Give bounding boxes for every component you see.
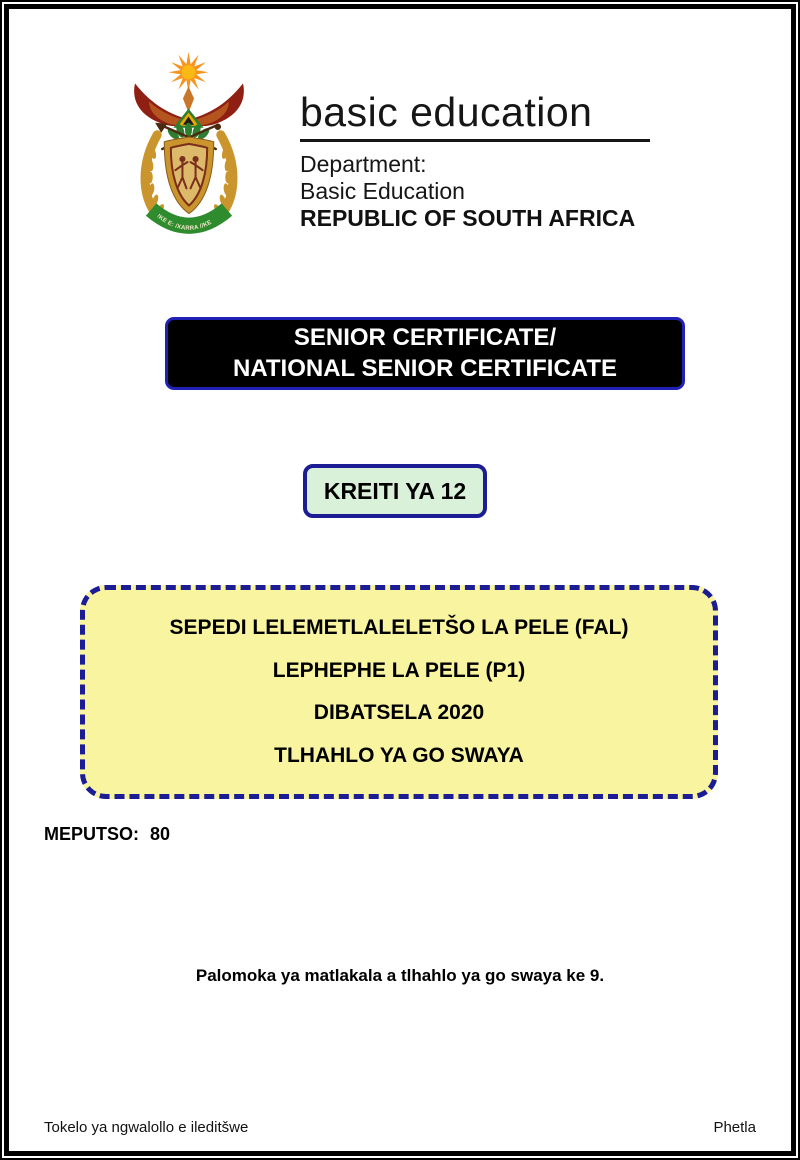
paper-number: LEPHEPHE LA PELE (P1) bbox=[272, 658, 526, 682]
grade-box bbox=[303, 464, 487, 518]
certificate-banner-line1: SENIOR CERTIFICATE/ bbox=[293, 323, 557, 351]
brand-title: basic education bbox=[300, 89, 593, 135]
exam-session: DIBATSELA 2020 bbox=[313, 701, 485, 725]
country-name: REPUBLIC OF SOUTH AFRICA bbox=[300, 205, 636, 232]
motto-text: !KE E: /XARRA //KE bbox=[155, 213, 213, 232]
header bbox=[300, 90, 656, 232]
document-type: TLHAHLO YA GO SWAYA bbox=[274, 743, 524, 767]
subject-box bbox=[80, 585, 718, 799]
copyright-note: Tokelo ya ngwalollo e ileditšwe bbox=[44, 1119, 249, 1136]
certificate-banner bbox=[165, 317, 685, 390]
certificate-banner-line2: NATIONAL SENIOR CERTIFICATE bbox=[233, 354, 617, 382]
footer bbox=[44, 1119, 756, 1136]
coat-of-arms-icon bbox=[125, 52, 253, 252]
coat-of-arms-logo bbox=[125, 52, 253, 252]
pages-note: Palomoka ya matlakala a tlhahlo ya go swaya ke 9. bbox=[195, 966, 605, 985]
marks-label: MEPUTSO: bbox=[44, 824, 140, 844]
grade-label: KREITI YA 12 bbox=[323, 477, 467, 504]
department-name: Basic Education bbox=[300, 178, 465, 205]
turn-over-label: Phetla bbox=[713, 1119, 756, 1136]
subject-name: SEPEDI LELEMETLALELETŠO LA PELE (FAL) bbox=[169, 616, 629, 640]
marks-value: 80 bbox=[150, 824, 171, 844]
brand-underline bbox=[300, 139, 650, 142]
department-label: Department: bbox=[300, 151, 427, 178]
marks-line bbox=[44, 824, 170, 845]
